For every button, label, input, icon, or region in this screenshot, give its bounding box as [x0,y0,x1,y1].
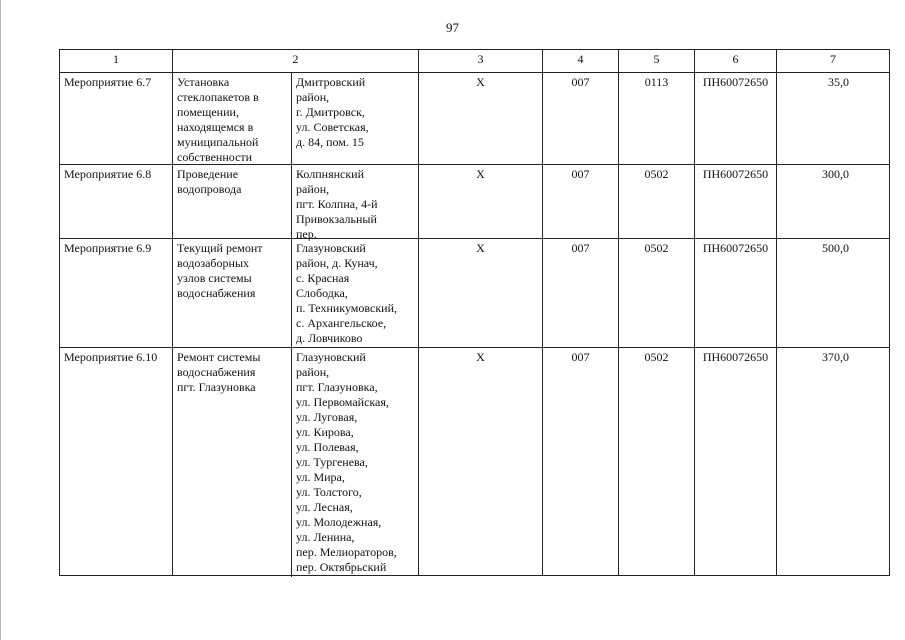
work-name: Проведение водопровода [177,167,242,196]
header-cell-5: 5 [619,50,695,73]
header-cell-4: 4 [543,50,619,73]
address: Дмитровский район, г. Дмитровск, ул. Советская, д. 84, пом. 15 [291,73,418,166]
address: Глазуновский район, д. Кунач, с. Красная Слободка, п. Техникумовский, с. Архангельское, д. Ловчиково [291,239,418,349]
header-cell-6: 6 [695,50,777,73]
table-row [60,348,890,576]
header-cell-7: 7 [777,50,890,73]
scan-edge-line [0,0,1,640]
header-cell-2: 2 [173,50,419,73]
address: Глазуновский район, пгт. Глазуновка, ул. Первомайская, ул. Луговая, ул. Кирова, ул. Полевая, ул. Тургенева, ул. Мира, ул. Толстого, ул. Лесная, ул. Молодежная, ул. Ленина, пер. Мелиораторов, пер. Октябрьский [291,348,418,577]
event-cell: Мероприятие 6.7 [60,73,173,165]
col4-cell: 007 [543,348,619,576]
col7-cell: 35,0 [777,73,890,165]
col5-cell: 0502 [619,239,695,348]
col3-cell: X [419,348,543,576]
col7-cell: 300,0 [777,165,890,239]
col4-cell: 007 [543,239,619,348]
col7-cell: 500,0 [777,239,890,348]
col4-cell: 007 [543,165,619,239]
table-row [60,165,890,239]
col7-cell: 370,0 [777,348,890,576]
address: Колпнянский район, пгт. Колпна, 4-й Привокзальный пер. [291,165,418,240]
page-number: 97 [446,20,459,35]
budget-table [59,49,890,576]
description-cell [173,73,419,165]
work-name: Установка стеклопакетов в помещении, находящемся в муниципальной собственности [177,75,259,164]
work-name: Текущий ремонт водозаборных узлов системы водоснабжения [177,241,263,300]
col6-cell: ПН60072650 [695,348,777,576]
description-cell [173,239,419,348]
table-row [60,73,890,165]
work-name: Ремонт системы водоснабжения пгт. Глазуновка [177,350,261,394]
event-cell: Мероприятие 6.8 [60,165,173,239]
header-cell-3: 3 [419,50,543,73]
col5-cell: 0502 [619,348,695,576]
col4-cell: 007 [543,73,619,165]
event-cell: Мероприятие 6.10 [60,348,173,576]
col3-cell: X [419,239,543,348]
col3-cell: X [419,73,543,165]
col6-cell: ПН60072650 [695,239,777,348]
header-cell-1: 1 [60,50,173,73]
header-row [60,50,890,73]
table-row [60,239,890,348]
col5-cell: 0502 [619,165,695,239]
col5-cell: 0113 [619,73,695,165]
col6-cell: ПН60072650 [695,73,777,165]
col6-cell: ПН60072650 [695,165,777,239]
col3-cell: X [419,165,543,239]
description-cell [173,348,419,576]
description-cell [173,165,419,239]
event-cell: Мероприятие 6.9 [60,239,173,348]
